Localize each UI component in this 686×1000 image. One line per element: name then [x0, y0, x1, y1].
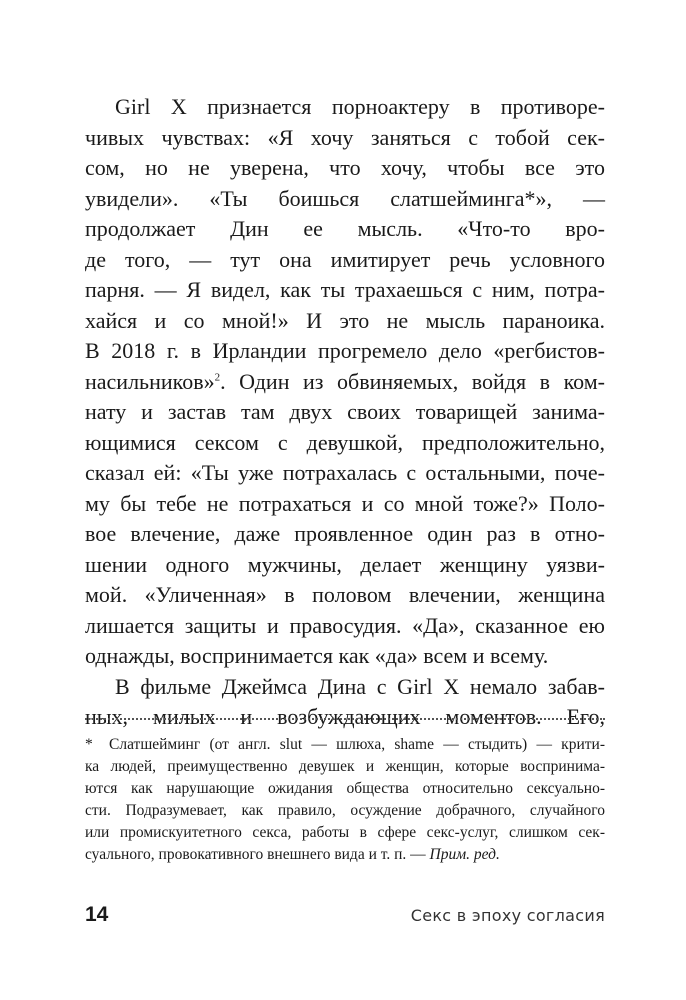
text-line: В фильме Джеймса Дина с Girl X немало забав-: [115, 673, 605, 699]
text-fragment: насильников»: [85, 368, 215, 394]
footnote-marker: *: [85, 736, 93, 753]
text-line: продолжает Дин ее мысль. «Что-то вро-: [85, 216, 605, 241]
footnote-line: [85, 734, 605, 756]
footnote-text: суального, провокативного внешнего вида и т. п. —: [85, 846, 426, 863]
text-line: нату и застав там двух своих товарищей занима-: [85, 399, 605, 424]
footnote: [85, 734, 605, 866]
main-text: [85, 92, 605, 733]
text-line: хайся и со мной!» И это не мысль параноика.: [85, 307, 605, 333]
text-line: парня. — Я видел, как ты трахаешься с ним, потра-: [85, 277, 605, 302]
footnote-line: ются как нарушающие ожидания общества относительно сексуально-: [85, 780, 605, 797]
text-line: ных, милых и возбуждающих моментов. Его,: [85, 704, 605, 729]
text-line: однажды, воспринимается как «да» всем и всему.: [85, 643, 549, 668]
text-line: В 2018 г. в Ирландии прогремело дело «регбистов-: [85, 338, 605, 363]
text-line: де того, — тут она имитирует речь условного: [85, 246, 605, 272]
text-line: ющимися сексом с девушкой, предположительно,: [85, 429, 605, 455]
text-line: чивых чувствах: «Я хочу заняться с тобой сек-: [85, 124, 605, 150]
footnote-divider: [85, 718, 605, 720]
editor-note: Прим. ред.: [429, 846, 500, 863]
endnote-reference: 2: [214, 371, 221, 384]
text-line: сом, но не уверена, что хочу, чтобы все это: [85, 155, 605, 180]
text-line: насильников»$^2$. Один из обвиняемых, войдя в ком-: [85, 368, 605, 394]
text-line: му бы тебе не потрахаться и со мной тоже?» Поло-: [85, 490, 605, 516]
page-number: 14: [85, 903, 109, 926]
footnote-line: сти. Подразумевает, как правило, осуждение добрачного, случайного: [85, 802, 605, 819]
text-line: Girl X признается порноактеру в противоре-: [115, 94, 605, 119]
text-line: сказал ей: «Ты уже потрахалась с остальными, поче-: [85, 460, 605, 485]
text-line: шении одного мужчины, делает женщину уязви-: [85, 551, 605, 577]
footnote-line: ка людей, преимущественно девушек и женщин, которые воспринима-: [85, 758, 605, 775]
footnote-text: Слатшейминг (от англ. slut — шлюха, shame — стыдить) — крити-: [109, 736, 605, 753]
text-line: мой. «Уличенная» в половом влечении, женщина: [85, 582, 605, 607]
text-fragment: Один из обвиняемых, войдя в ком-: [239, 368, 605, 394]
footnote-line: [85, 844, 605, 866]
text-line: увидели». «Ты боишься слатшейминга*», —: [85, 185, 605, 211]
footnote-line: или промискуитетного секса, работы в сфере секс-услуг, слишком сек-: [85, 824, 605, 841]
text-line: вое влечение, даже проявленное один раз в отно-: [85, 521, 605, 546]
text-line: лишается защиты и правосудия. «Да», сказанное ею: [85, 612, 605, 638]
running-title: Секс в эпоху согласия: [410, 906, 605, 925]
